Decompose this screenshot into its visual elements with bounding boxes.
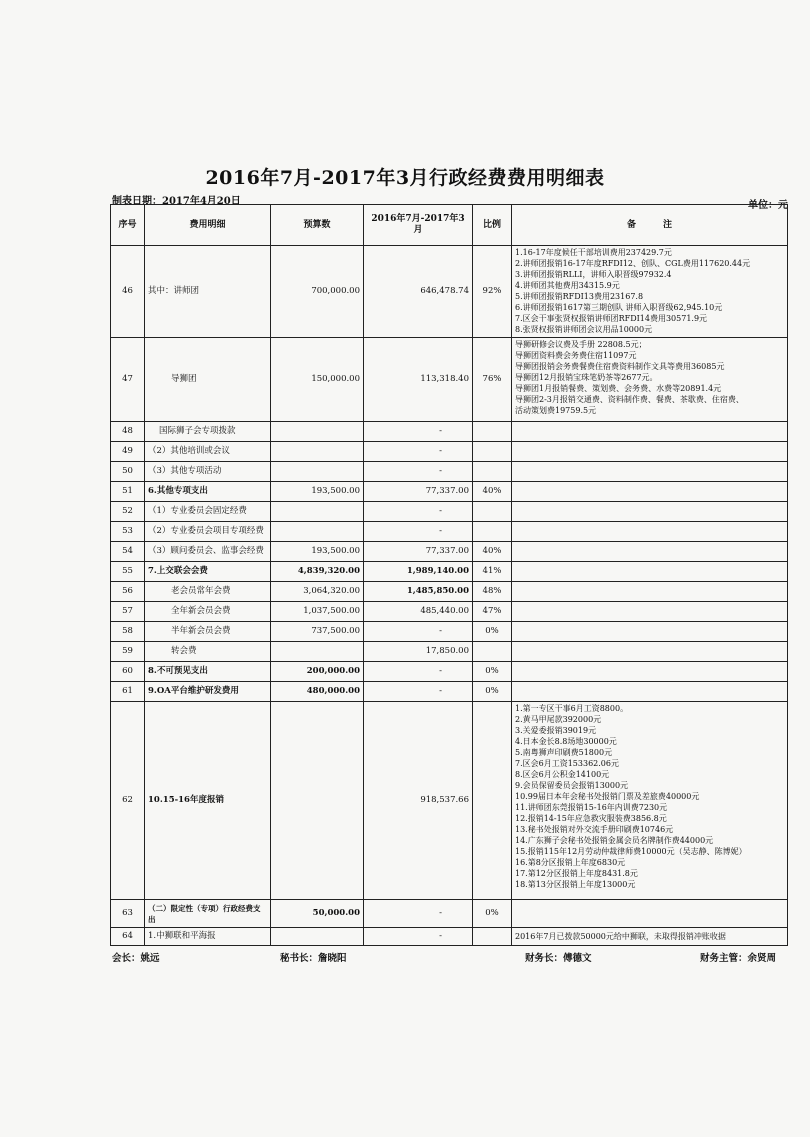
- header-detail: 费用明细: [145, 205, 271, 246]
- header-note: 备 注: [512, 205, 788, 246]
- row-notes: [512, 422, 788, 442]
- row-seq: 53: [111, 522, 145, 542]
- note-line: 4.讲师团其他费用34315.9元: [515, 281, 620, 290]
- footer-finance-manager: 财务主管：余贤周: [700, 953, 777, 964]
- row-notes: [512, 246, 788, 338]
- sheet-title: 2016年7月-2017年3月行政经费费用明细表: [205, 167, 605, 189]
- row-ratio: [473, 702, 512, 900]
- row-detail: 半年新会员会费: [145, 622, 271, 642]
- note-line: 7.区会干事张贤权报销讲师团RFDI14费用30571.9元: [515, 314, 708, 323]
- row-budget: 480,000.00: [271, 682, 364, 702]
- row-ratio: 47%: [473, 602, 512, 622]
- row-ratio: [473, 422, 512, 442]
- row-notes: [512, 502, 788, 522]
- note-line: 12.报销14-15年应急救灾服装费3856.8元: [515, 814, 667, 823]
- note-line: 14.广东狮子会秘书处报销金属会员名牌制作费44000元: [515, 836, 714, 845]
- note-line: 3.讲师团报销RLLI，讲师入职晋级97932.4: [515, 270, 672, 279]
- note-line: 导狮团1月报销餐费、策划费、会务费、水费等20891.4元: [515, 384, 722, 393]
- table-row: [111, 622, 788, 642]
- header-seq: 序号: [111, 205, 145, 246]
- table-row: [111, 682, 788, 702]
- row-budget: 50,000.00: [271, 900, 364, 928]
- row-notes: [512, 482, 788, 502]
- row-notes: [512, 442, 788, 462]
- row-detail: （二）限定性（专项）行政经费支出: [145, 900, 271, 928]
- row-budget: 4,839,320.00: [271, 562, 364, 582]
- row-detail: 7.上交联会会费: [145, 562, 271, 582]
- row-notes: [512, 542, 788, 562]
- row-seq: 48: [111, 422, 145, 442]
- row-seq: 61: [111, 682, 145, 702]
- row-detail: （3）顾问委员会、监事会经费: [145, 542, 271, 562]
- row-actual: 113,318.40: [364, 338, 473, 422]
- note-line: 2.黄马甲尾款392000元: [515, 715, 602, 724]
- row-actual: -: [364, 422, 473, 442]
- row-ratio: 76%: [473, 338, 512, 422]
- row-detail: 导狮团: [145, 338, 271, 422]
- table-row: [111, 900, 788, 928]
- row-seq: 52: [111, 502, 145, 522]
- row-budget: [271, 502, 364, 522]
- row-actual: -: [364, 900, 473, 928]
- note-line: 导狮团资料费会务费住宿11097元: [515, 351, 637, 360]
- table-row: [111, 482, 788, 502]
- row-detail: 国际狮子会专项拨款: [145, 422, 271, 442]
- table-row: [111, 462, 788, 482]
- note-line: 11.讲师团东莞报销15-16年内训费7230元: [515, 803, 668, 812]
- row-ratio: 0%: [473, 900, 512, 928]
- row-detail: 9.OA平台维护研发费用: [145, 682, 271, 702]
- row-notes: [512, 562, 788, 582]
- note-line: 2.讲师团报销16-17年度RFDI12、创队、CGL费用117620.44元: [515, 259, 751, 268]
- row-seq: 56: [111, 582, 145, 602]
- row-detail: （2）其他培训或会议: [145, 442, 271, 462]
- note-line: 9.会员保留委员会报销13000元: [515, 781, 629, 790]
- row-ratio: 40%: [473, 482, 512, 502]
- row-actual: 17,850.00: [364, 642, 473, 662]
- note-line: 4.日本金长8.8场地30000元: [515, 737, 617, 746]
- row-detail: （2）专业委员会项目专项经费: [145, 522, 271, 542]
- row-detail: 全年新会员会费: [145, 602, 271, 622]
- row-notes: [512, 338, 788, 422]
- row-ratio: [473, 442, 512, 462]
- row-budget: 150,000.00: [271, 338, 364, 422]
- header-budget: 预算数: [271, 205, 364, 246]
- expense-table: [110, 204, 788, 946]
- note-line: 18.第13分区报销上年度13000元: [515, 880, 636, 889]
- note-line: 导狮团报销会务费餐费住宿费资料制作文具等费用36085元: [515, 362, 725, 371]
- row-seq: 46: [111, 246, 145, 338]
- note-line: 5.南粤狮声印刷费51800元: [515, 748, 613, 757]
- row-detail: 其中：讲师团: [145, 246, 271, 338]
- row-seq: 64: [111, 928, 145, 946]
- row-budget: 193,500.00: [271, 542, 364, 562]
- row-ratio: [473, 462, 512, 482]
- row-actual: 485,440.00: [364, 602, 473, 622]
- table-row: [111, 422, 788, 442]
- note-line: 导狮研修会议费及手册 22808.5元；: [515, 340, 647, 349]
- row-budget: [271, 522, 364, 542]
- row-budget: [271, 442, 364, 462]
- row-seq: 51: [111, 482, 145, 502]
- row-seq: 49: [111, 442, 145, 462]
- header-row: [111, 205, 788, 246]
- row-notes: [512, 642, 788, 662]
- row-notes: [512, 462, 788, 482]
- row-budget: [271, 642, 364, 662]
- row-detail: 6.其他专项支出: [145, 482, 271, 502]
- row-ratio: 0%: [473, 662, 512, 682]
- row-seq: 47: [111, 338, 145, 422]
- row-budget: [271, 422, 364, 442]
- row-detail: 1.中狮联和平海报: [145, 928, 271, 946]
- row-detail: （3）其他专项活动: [145, 462, 271, 482]
- row-actual: 646,478.74: [364, 246, 473, 338]
- note-line: 导狮团2-3月报销交通费、资料制作费、餐费、茶歇费、住宿费、: [515, 395, 744, 404]
- row-ratio: [473, 928, 512, 946]
- row-seq: 54: [111, 542, 145, 562]
- table-row: [111, 662, 788, 682]
- row-notes: [512, 582, 788, 602]
- note-line: 导狮团12月报销宝珠笔奶茶等2677元。: [515, 373, 658, 382]
- row-ratio: 40%: [473, 542, 512, 562]
- row-notes: [512, 900, 788, 928]
- row-actual: -: [364, 442, 473, 462]
- row-seq: 60: [111, 662, 145, 682]
- row-actual: -: [364, 522, 473, 542]
- note-line: 1.16-17年度候任干部培训费用237429.7元: [515, 248, 672, 257]
- row-detail: 10.15-16年度报销: [145, 702, 271, 900]
- header-actual: 2016年7月-2017年3月: [364, 205, 473, 246]
- table-row: [111, 582, 788, 602]
- note-line: 8.张贤权报销讲师团会议用品10000元: [515, 325, 653, 334]
- row-budget: [271, 462, 364, 482]
- row-notes: [512, 702, 788, 900]
- row-budget: 700,000.00: [271, 246, 364, 338]
- footer-treasurer: 财务长：傅德文: [525, 953, 592, 964]
- row-seq: 57: [111, 602, 145, 622]
- table-row: [111, 928, 788, 946]
- row-budget: 737,500.00: [271, 622, 364, 642]
- table-row: [111, 338, 788, 422]
- table-row: [111, 542, 788, 562]
- report-date: 制表日期：2017年4月20日: [112, 196, 241, 207]
- row-seq: 59: [111, 642, 145, 662]
- row-ratio: 48%: [473, 582, 512, 602]
- row-seq: 55: [111, 562, 145, 582]
- row-notes: [512, 522, 788, 542]
- table-row: [111, 522, 788, 542]
- note-line: 13.秘书处报销对外交流手册印刷费10746元: [515, 825, 674, 834]
- footer-president: 会长：姚远: [112, 953, 160, 964]
- row-detail: （1）专业委员会固定经费: [145, 502, 271, 522]
- row-detail: 8.不可预见支出: [145, 662, 271, 682]
- row-budget: 193,500.00: [271, 482, 364, 502]
- table-row: [111, 642, 788, 662]
- row-actual: -: [364, 662, 473, 682]
- row-actual: -: [364, 622, 473, 642]
- row-seq: 58: [111, 622, 145, 642]
- table-row: [111, 562, 788, 582]
- row-actual: 1,989,140.00: [364, 562, 473, 582]
- unit-label: 单位：元: [748, 200, 788, 211]
- row-actual: 77,337.00: [364, 482, 473, 502]
- row-budget: [271, 702, 364, 900]
- table-row: [111, 246, 788, 338]
- note-line: 5.讲师团报销RFDI13费用23167.8: [515, 292, 644, 301]
- row-actual: 77,337.00: [364, 542, 473, 562]
- row-detail: 老会员常年会费: [145, 582, 271, 602]
- row-budget: 200,000.00: [271, 662, 364, 682]
- row-ratio: 92%: [473, 246, 512, 338]
- note-line: 1.第一专区干事6月工资8800。: [515, 704, 629, 713]
- row-actual: -: [364, 462, 473, 482]
- footer-secretary: 秘书长：詹晓阳: [280, 953, 347, 964]
- row-actual: 1,485,850.00: [364, 582, 473, 602]
- row-notes: [512, 602, 788, 622]
- row-notes: [512, 622, 788, 642]
- note-line: 活动策划费19759.5元: [515, 406, 597, 415]
- row-detail: 转会费: [145, 642, 271, 662]
- row-ratio: [473, 522, 512, 542]
- row-seq: 63: [111, 900, 145, 928]
- row-ratio: [473, 502, 512, 522]
- table-row: [111, 602, 788, 622]
- row-ratio: 41%: [473, 562, 512, 582]
- note-line: 2016年7月已拨款50000元给中狮联，未取得报销冲账收据: [515, 932, 726, 941]
- row-notes: [512, 928, 788, 946]
- note-line: 3.关爱委报销39019元: [515, 726, 597, 735]
- row-notes: [512, 682, 788, 702]
- row-ratio: 0%: [473, 622, 512, 642]
- note-line: 8.区会6月公积金14100元: [515, 770, 610, 779]
- row-seq: 62: [111, 702, 145, 900]
- note-line: 17.第12分区报销上年度8431.8元: [515, 869, 638, 878]
- row-budget: 3,064,320.00: [271, 582, 364, 602]
- row-actual: -: [364, 682, 473, 702]
- table-row: [111, 502, 788, 522]
- table-row: [111, 442, 788, 462]
- note-line: 10.99届日本年会秘书处报销门票及差旅费40000元: [515, 792, 700, 801]
- row-ratio: [473, 642, 512, 662]
- row-actual: -: [364, 928, 473, 946]
- header-ratio: 比例: [473, 205, 512, 246]
- row-budget: [271, 928, 364, 946]
- row-ratio: 0%: [473, 682, 512, 702]
- note-line: 6.讲师团报销1617第三期创队 讲师入职晋级62,945.10元: [515, 303, 723, 312]
- note-line: 16.第8分区报销上年度6830元: [515, 858, 626, 867]
- note-line: 7.区会6月工资153362.06元: [515, 759, 619, 768]
- table-row: [111, 702, 788, 900]
- row-seq: 50: [111, 462, 145, 482]
- row-actual: 918,537.66: [364, 702, 473, 900]
- row-notes: [512, 662, 788, 682]
- row-actual: -: [364, 502, 473, 522]
- note-line: 15.报销115年12月劳动仲裁律师费10000元（吴志静、陈博妮）: [515, 847, 747, 856]
- row-budget: 1,037,500.00: [271, 602, 364, 622]
